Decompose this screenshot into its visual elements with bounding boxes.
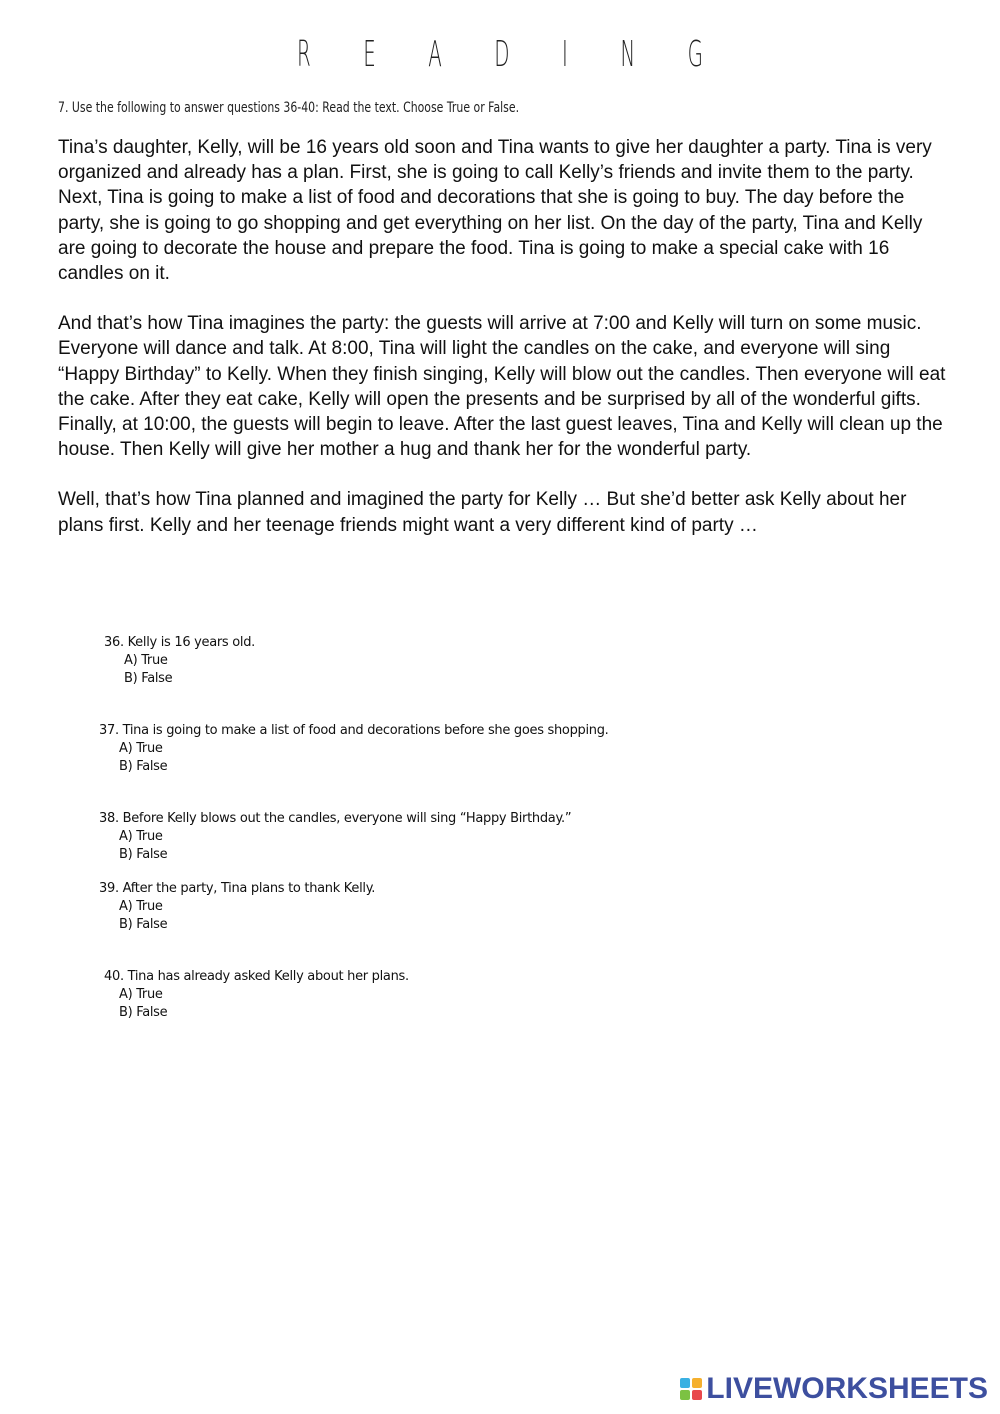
question-text: 39. After the party, Tina plans to thank Kelly. bbox=[99, 881, 376, 896]
passage-paragraph-3: Well, that’s how Tina planned and imagined the party for Kelly … But she’d better ask Kelly about her plans first. Kelly and her teenage friends might want a very different kind of party … bbox=[58, 489, 907, 536]
question-text: 40. Tina has already asked Kelly about her plans. bbox=[104, 969, 409, 984]
option-true[interactable]: A) True bbox=[119, 829, 163, 844]
logo-square bbox=[680, 1390, 690, 1400]
question-36 bbox=[104, 634, 255, 688]
option-false[interactable]: B) False bbox=[119, 917, 168, 932]
question-37 bbox=[99, 722, 609, 776]
page-title: R E A D I N G bbox=[296, 34, 727, 75]
instructions: 7. Use the following to answer questions 36-40: Read the text. Choose True or False. bbox=[58, 100, 520, 116]
passage-paragraph-1: Tina’s daughter, Kelly, will be 16 years old soon and Tina wants to give her daughter a party. Tina is very organized and already has a plan. First, she is going to call Kelly’s friends and invite them to the party. Next, Tina is going to make a list of food and decorations that she is going to buy. The day before the party, she is going to go shopping and get everything on her list. On the day of the party, Tina and Kelly are going to decorate the house and prepare the food. Tina is going to make a special cake with 16 candles on it. bbox=[58, 137, 932, 285]
liveworksheets-logo[interactable] bbox=[680, 1372, 988, 1406]
question-40 bbox=[104, 968, 409, 1022]
option-true[interactable]: A) True bbox=[119, 899, 163, 914]
logo-text: LIVEWORKSHEETS bbox=[706, 1372, 988, 1405]
question-text: 36. Kelly is 16 years old. bbox=[104, 635, 255, 650]
question-38 bbox=[99, 810, 571, 864]
option-true[interactable]: A) True bbox=[124, 653, 168, 668]
question-text: 38. Before Kelly blows out the candles, everyone will sing “Happy Birthday.” bbox=[99, 811, 572, 826]
liveworksheets-logo-icon bbox=[680, 1378, 702, 1400]
question-text: 37. Tina is going to make a list of food and decorations before she goes shopping. bbox=[99, 723, 609, 738]
option-false[interactable]: B) False bbox=[119, 847, 168, 862]
logo-square bbox=[680, 1378, 690, 1388]
passage-paragraph-2: And that’s how Tina imagines the party: the guests will arrive at 7:00 and Kelly will turn on some music. Everyone will dance and talk. At 8:00, Tina will light the candles on the cake, and everyone will sing “Happy Birthday” to Kelly. When they finish singing, Kelly will blow out the candles. Then everyone will eat the cake. After they eat cake, Kelly will open the presents and be surprised by all of the wonderful gifts. Finally, at 10:00, the guests will begin to leave. After the last guest leaves, Tina and Kelly will clean up the house. Then Kelly will give her mother a hug and thank her for the wonderful party. bbox=[58, 313, 946, 461]
option-true[interactable]: A) True bbox=[119, 987, 163, 1002]
logo-square bbox=[692, 1378, 702, 1388]
option-false[interactable]: B) False bbox=[124, 671, 173, 686]
option-false[interactable]: B) False bbox=[119, 1005, 168, 1020]
option-true[interactable]: A) True bbox=[119, 741, 163, 756]
question-39 bbox=[99, 880, 375, 934]
option-false[interactable]: B) False bbox=[119, 759, 168, 774]
logo-square bbox=[692, 1390, 702, 1400]
